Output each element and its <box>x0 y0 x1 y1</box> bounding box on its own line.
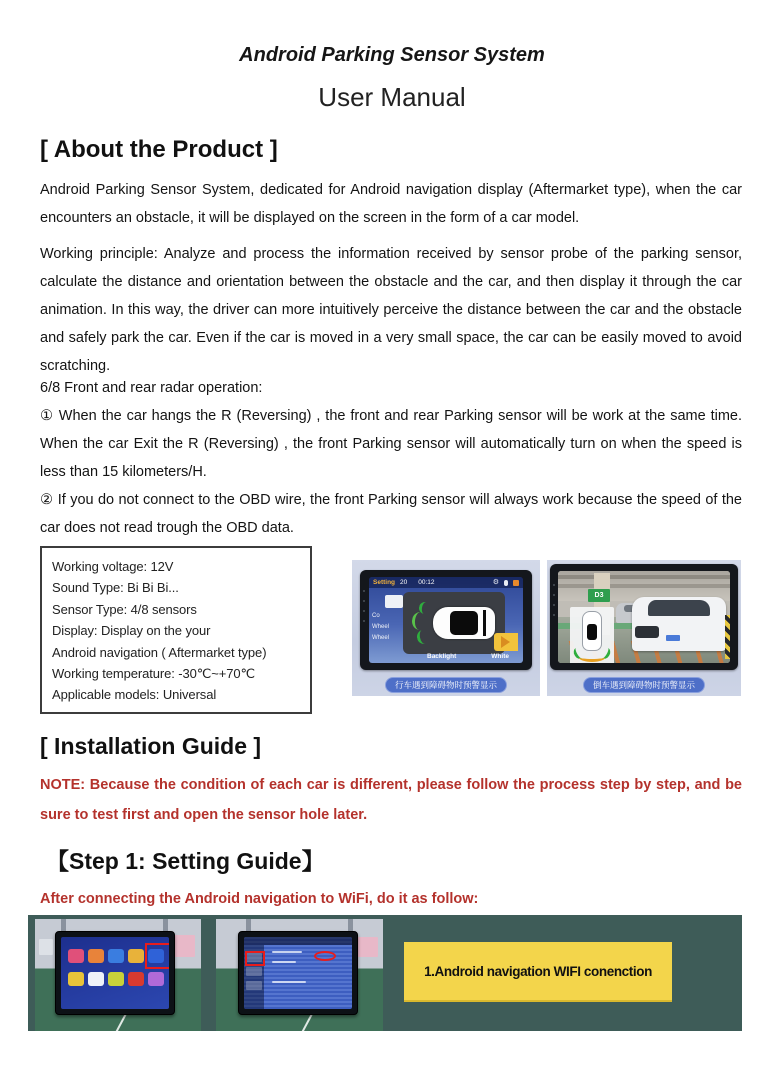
wifi-connection-callout <box>404 942 672 1002</box>
step1-heading: 【Step 1: Setting Guide】 <box>46 848 325 874</box>
about-paragraph-2: Working principle: Analyze and process the information received by sensor probe of the parking sensor, calculate the distance and orientation between the obstacle and the car, and then display it through the car animation. In this way, the driver can more intuitively perceive the distance between the car and the obstacle and safely park the car. Even if the car is moved in a very small space, the car can be easily moved to avoid scratching. <box>40 246 742 374</box>
menu-item: Co <box>372 613 380 619</box>
sidebar-item-wifi <box>246 967 262 976</box>
screen-bottom-labels <box>369 653 523 660</box>
bezel-buttons <box>363 590 365 630</box>
head-unit-bezel <box>550 564 738 670</box>
spec-sensor-type: Sensor Type: 4/8 sensors <box>52 601 197 617</box>
doc-title: Android Parking Sensor System <box>239 44 545 66</box>
nav-screen-reversing <box>558 571 730 663</box>
screen-status-bar <box>369 577 523 588</box>
app-menu-screen <box>61 937 169 1009</box>
installation-note: NOTE: Because the condition of each car is different, please follow the process step by step, and be sure to test first and open the sensor hole later. <box>40 777 742 823</box>
menu-item: Wheel <box>372 624 390 630</box>
app-icon <box>68 949 84 963</box>
about-paragraph-1: Android Parking Sensor System, dedicated for Android navigation display (Aftermarket type), when the car encounters an obstacle, it will be displayed on the screen in the form of a car model. <box>40 182 742 226</box>
highlight-wifi-toggle <box>314 951 336 961</box>
car-top-view <box>433 607 495 639</box>
product-image-driving <box>352 560 540 696</box>
menu-item: Wheel <box>372 635 390 641</box>
app-icon <box>88 972 104 986</box>
highlight-wifi-menu <box>245 951 265 966</box>
setting-row-text <box>272 981 306 983</box>
app-icon <box>148 972 164 986</box>
step1-photo-panel <box>28 915 742 1031</box>
sensor-arc-icon <box>582 659 602 663</box>
caption-driving-warning: 行车遇到障碍物时预警显示 <box>385 677 507 693</box>
parking-sensor-overlay <box>570 607 614 663</box>
setting-row-text <box>272 961 296 963</box>
white-suv <box>632 597 726 651</box>
sidebar-item <box>246 981 262 990</box>
status-time: 00:12 <box>418 579 435 586</box>
radar-title: 6/8 Front and rear radar operation: <box>40 380 263 396</box>
settings-menu-labels <box>372 611 389 644</box>
app-icon <box>68 972 84 986</box>
white-label: White <box>491 653 509 660</box>
android-head-unit <box>55 931 175 1015</box>
radar-item-1: ① When the car hangs the R (Reversing) , the front and rear Parking sensor will be work at the same time. When the car Exit the R (Reversing) , the front Parking sensor will automatically turn on when the speed is less than 15 kilometers/H. <box>40 408 742 480</box>
spec-box <box>40 546 312 714</box>
settings-popup <box>385 595 403 608</box>
product-image-reversing <box>547 560 741 696</box>
arrow-right-icon <box>501 636 510 648</box>
radar-operation-block <box>40 374 742 542</box>
radar-item-2: ② If you do not connect to the OBD wire, the front Parking sensor will always work because the speed of the car does not read trough the OBD data. <box>40 492 742 536</box>
suv-plate <box>666 635 680 641</box>
suv-grille <box>635 626 659 638</box>
highlight-settings-app <box>145 943 169 969</box>
app-icon <box>128 949 144 963</box>
backlight-label: Backlight <box>427 653 457 660</box>
sensor-arc-icon <box>411 611 429 630</box>
gear-icon: ⚙ <box>492 579 499 586</box>
caption-reversing-warning: 倒车遇到障碍物时预警显示 <box>583 677 705 693</box>
photo-app-menu <box>35 919 201 1031</box>
wifi-settings-screen <box>244 937 352 1009</box>
photo-wifi-settings <box>216 919 383 1031</box>
nav-screen-driving <box>369 577 523 663</box>
spec-display-2: Android navigation ( Aftermarket type) <box>52 644 267 660</box>
spec-voltage: Working voltage: 12V <box>52 559 174 574</box>
callout-text: 1.Android navigation WIFI conenction <box>424 963 652 979</box>
spec-display: Display: Display on the your <box>52 623 211 639</box>
about-heading: [ About the Product ] <box>40 136 278 163</box>
head-unit-bezel <box>360 570 532 670</box>
setting-row-text <box>272 951 302 953</box>
parking-sensor-overlay <box>403 592 505 654</box>
background-box <box>39 939 53 955</box>
spec-temperature: Working temperature: -30℃~+70℃ <box>52 666 256 682</box>
status-volume: 20 <box>400 579 408 586</box>
car-pillar <box>483 610 486 636</box>
hazard-stripe <box>725 615 730 659</box>
home-icon <box>513 580 519 586</box>
bezel-buttons <box>553 584 555 624</box>
status-app-label: Setting <box>373 579 396 586</box>
app-icon <box>108 949 124 963</box>
spec-sound: Sound Type: Bi Bi Bi... <box>52 580 179 596</box>
pillar-sign: D3 <box>588 589 610 602</box>
car-window <box>587 624 597 640</box>
android-head-unit <box>238 931 358 1015</box>
doc-subtitle: User Manual <box>318 82 466 112</box>
car-top-view <box>582 611 602 651</box>
suv-windshield <box>648 600 710 616</box>
phone-icon <box>504 580 508 586</box>
app-icon <box>108 972 124 986</box>
installation-heading: [ Installation Guide ] <box>40 733 262 759</box>
spec-models: Applicable models: Universal <box>52 687 217 703</box>
app-icon <box>128 972 144 986</box>
app-icon <box>88 949 104 963</box>
step1-subtext: After connecting the Android navigation to WiFi, do it as follow: <box>40 891 479 907</box>
car-window <box>450 611 478 635</box>
sensor-arc-icon <box>416 629 432 645</box>
screen-status-bar <box>244 937 352 945</box>
next-arrow-button <box>494 633 518 651</box>
